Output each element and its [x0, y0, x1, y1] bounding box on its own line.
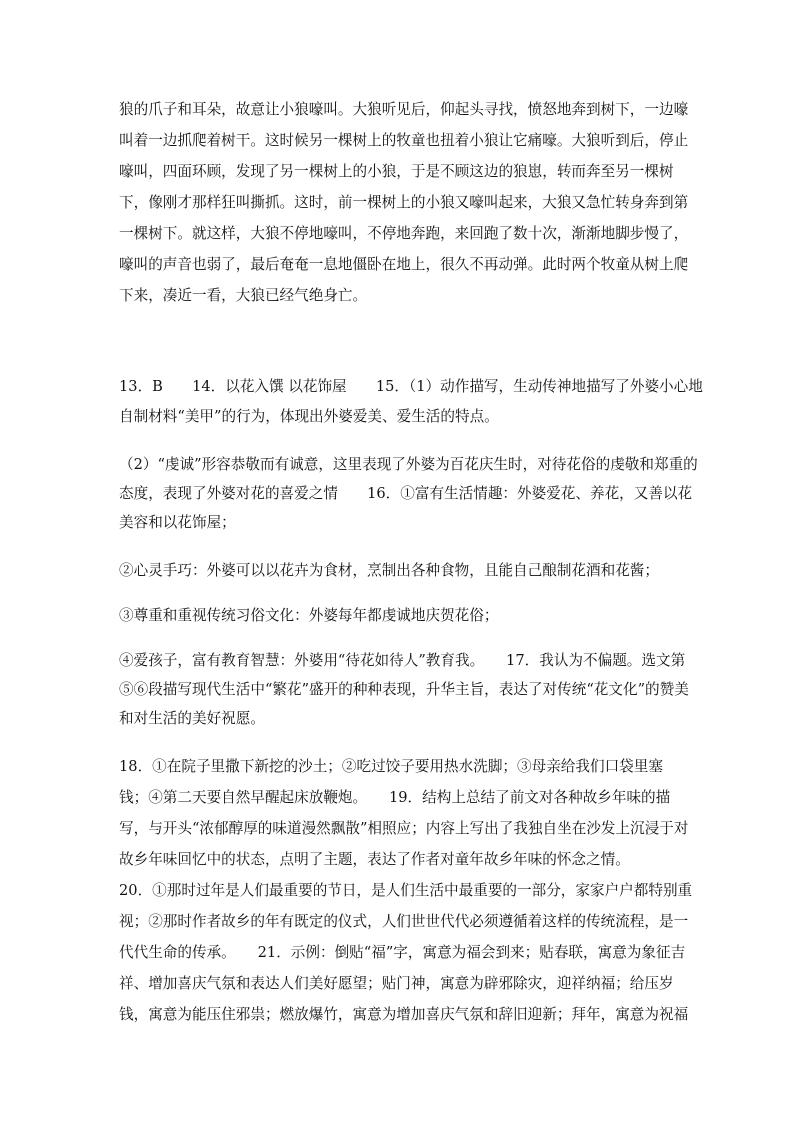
answer-line: ②心灵手巧：外婆可以以花卉为食材，烹制出各种食物，且能自己酿制花酒和花酱；	[119, 562, 659, 579]
answer-line: 故乡年味回忆中的状态，点明了主题，表达了作者对童年故乡年味的怀念之情。	[119, 851, 630, 868]
story-line: 狼的爪子和耳朵，故意让小狼嚎叫。大狼听见后，仰起头寻找，愤怒地奔到树下，一边嚎	[119, 101, 689, 118]
answer-line: （2）“虔诚”形容恭敬而有诚意，这里表现了外婆为百花庆生时，对待花俗的虔敬和郑重的	[119, 456, 698, 473]
answer-line: 祥、增加喜庆气氛和表达人们美好愿望；贴门神，寓意为辟邪除灾，迎祥纳福；给压岁	[119, 975, 674, 992]
answer-line: 13．B 14．以花入馔 以花饰屋 15．（1）动作描写，生动传神地描写了外婆小心地	[119, 378, 703, 395]
answer-line: 18．①在院子里撒下新挖的沙土；②吃过饺子要用热水洗脚；③母亲给我们口袋里塞	[119, 758, 663, 775]
answer-line: 和对生活的美好祝愿。	[119, 710, 265, 727]
answer-line: ③尊重和重视传统习俗文化：外婆每年都虔诚地庆贺花俗；	[119, 607, 499, 624]
story-line: 嚎叫，四面环顾，发现了另一棵树上的小狼，于是不顾这边的狼崽，转而奔至另一棵树	[119, 163, 674, 180]
story-line: 叫着一边抓爬着树干。这时候另一棵树上的牧童也扭着小狼让它痛嚎。大狼听到后，停止	[119, 132, 689, 149]
answer-line: 钱；④第二天要自然早醒起床放鞭炮。 19．结构上总结了前文对各种故乡年味的描	[119, 789, 671, 806]
answer-line: 态度，表现了外婆对花的喜爱之情 16．①富有生活情趣：外婆爱花、养花，又善以花	[119, 485, 693, 502]
story-line: 下，像刚才那样狂叫撕抓。这时，前一棵树上的小狼又嚎叫起来，大狼又急忙转身奔到第	[119, 194, 689, 211]
answer-line: 自制材料“美甲”的行为，体现出外婆爱美、爱生活的特点。	[119, 408, 499, 425]
answer-line: ⑤⑥段描写现代生活中“繁花”盛开的种种表现，升华主旨，表达了对传统“花文化”的赞美	[119, 681, 689, 698]
story-line: 下来，凑近一看，大狼已经气绝身亡。	[119, 287, 368, 304]
answer-line: 美容和以花饰屋；	[119, 514, 236, 531]
answer-line: 钱，寓意为能压住邪祟；燃放爆竹，寓意为增加喜庆气氛和辞旧迎新；拜年，寓意为祝福	[119, 1006, 689, 1023]
answer-line: 代代生命的传承。 21．示例：倒贴“福”字，寓意为福会到来；贴春联，寓意为象征吉	[119, 944, 686, 961]
answer-line: 写，与开头“浓郁醇厚的味道漫然飘散”相照应；内容上写出了我独自坐在沙发上沉浸于对	[119, 820, 689, 837]
story-line: 嚎叫的声音也弱了，最后奄奄一息地僵卧在地上，很久不再动弹。此时两个牧童从树上爬	[119, 256, 689, 273]
answer-line: ④爱孩子，富有教育智慧：外婆用“待花如待人”教育我。 17．我认为不偏题。选文第	[119, 652, 686, 669]
answer-line: 视；②那时作者故乡的年有既定的仪式，人们世世代代必须遵循着这样的传统流程，是一	[119, 913, 689, 930]
story-line: 一棵树下。就这样，大狼不停地嚎叫，不停地奔跑，来回跑了数十次，渐渐地脚步慢了，	[119, 225, 689, 242]
answer-line: 20．①那时过年是人们最重要的节日，是人们生活中最重要的一部分，家家户户都特别重	[119, 882, 693, 899]
